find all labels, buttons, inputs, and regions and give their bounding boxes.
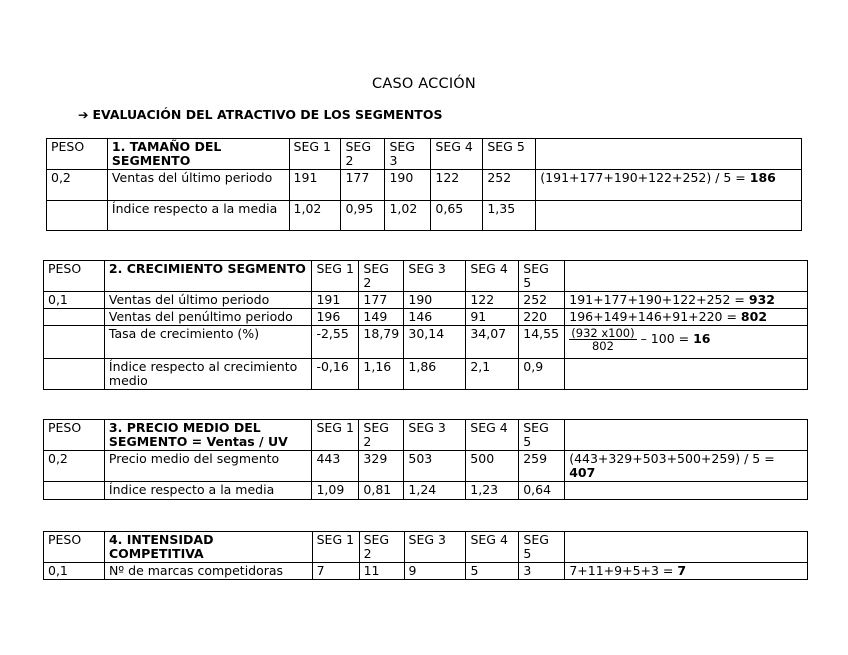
header-seg4: SEG 4 xyxy=(431,139,483,170)
note-formula: (191+177+190+122+252) / 5 = xyxy=(540,170,750,185)
header-seg3: SEG 3 xyxy=(404,420,466,451)
seg4-value: 5 xyxy=(466,563,519,580)
seg3-value: 9 xyxy=(404,563,466,580)
seg3-value: 190 xyxy=(404,292,466,309)
header-seg2: SEG 2 xyxy=(359,420,404,451)
peso-cell: 0,1 xyxy=(44,292,105,309)
row-label: Nº de marcas competidoras xyxy=(104,563,312,580)
seg4-value: 122 xyxy=(466,292,519,309)
note-formula: (443+329+503+500+259) / 5 = xyxy=(569,451,775,466)
table-row xyxy=(44,359,808,390)
calculation-note xyxy=(565,309,808,326)
seg5-value: 252 xyxy=(483,170,536,201)
header-seg1: SEG 1 xyxy=(312,420,359,451)
table-row xyxy=(44,309,808,326)
calculation-note xyxy=(565,563,808,580)
header-criterion: 2. CRECIMIENTO SEGMENTO xyxy=(104,261,312,292)
seg4-value: 500 xyxy=(466,451,519,482)
peso-cell xyxy=(47,201,108,231)
table-header-row xyxy=(44,532,808,563)
header-peso: PESO xyxy=(44,420,105,451)
peso-cell xyxy=(44,482,105,500)
calculation-note xyxy=(565,451,808,482)
seg4-value: 122 xyxy=(431,170,483,201)
note-result: 16 xyxy=(693,331,711,346)
row-label: Índice respecto al crecimiento medio xyxy=(104,359,312,390)
seg1-value: 191 xyxy=(289,170,341,201)
header-criterion: 1. TAMAÑO DEL SEGMENTO xyxy=(107,139,289,170)
table-row xyxy=(44,482,808,500)
seg1-value: 443 xyxy=(312,451,359,482)
note-result: 7 xyxy=(677,563,687,578)
note-result: 802 xyxy=(740,309,768,324)
seg3-value: 503 xyxy=(404,451,466,482)
note-result: 186 xyxy=(749,170,776,185)
table-header-row xyxy=(44,420,808,451)
seg2-value: 149 xyxy=(359,309,404,326)
header-note xyxy=(536,139,802,170)
growth-fraction xyxy=(569,327,636,352)
header-seg3: SEG 3 xyxy=(404,261,466,292)
header-seg4: SEG 4 xyxy=(466,532,519,563)
note-formula: 7+11+9+5+3 = xyxy=(569,563,678,578)
note-formula: 191+177+190+122+252 = xyxy=(569,292,749,307)
calculation-note xyxy=(565,326,808,359)
table-row xyxy=(47,170,802,201)
header-peso: PESO xyxy=(44,532,105,563)
header-seg2: SEG 2 xyxy=(341,139,385,170)
seg2-value: 177 xyxy=(341,170,385,201)
table-segment-growth xyxy=(43,260,808,390)
document-title: CASO ACCIÓN xyxy=(372,76,476,92)
header-criterion: 3. PRECIO MEDIO DEL SEGMENTO = Ventas / UV xyxy=(104,420,312,451)
seg2-value: 0,95 xyxy=(341,201,385,231)
seg1-value: 191 xyxy=(312,292,359,309)
seg1-value: 1,09 xyxy=(312,482,359,500)
header-note xyxy=(565,532,808,563)
header-note xyxy=(565,261,808,292)
table-row xyxy=(47,201,802,231)
seg2-value: 1,16 xyxy=(359,359,404,390)
calculation-note xyxy=(565,292,808,309)
table-row xyxy=(44,563,808,580)
seg5-value: 14,55 xyxy=(519,326,565,359)
note-result: 407 xyxy=(569,465,596,480)
seg5-value: 0,64 xyxy=(519,482,565,500)
seg4-value: 1,23 xyxy=(466,482,519,500)
seg3-value: 146 xyxy=(404,309,466,326)
seg5-value: 0,9 xyxy=(519,359,565,390)
peso-cell xyxy=(44,326,105,359)
table-competitive-intensity xyxy=(43,531,808,580)
peso-cell xyxy=(44,359,105,390)
seg1-value: 196 xyxy=(312,309,359,326)
note-formula: 196+149+146+91+220 = xyxy=(569,309,741,324)
table-average-price xyxy=(43,419,808,500)
calculation-note xyxy=(565,482,808,500)
seg5-value: 220 xyxy=(519,309,565,326)
seg3-value: 1,02 xyxy=(385,201,431,231)
header-peso: PESO xyxy=(44,261,105,292)
seg1-value: 7 xyxy=(312,563,359,580)
row-label: Ventas del último periodo xyxy=(107,170,289,201)
header-seg5: SEG 5 xyxy=(519,420,565,451)
row-label: Precio medio del segmento xyxy=(104,451,312,482)
row-label: Índice respecto a la media xyxy=(107,201,289,231)
header-seg5: SEG 5 xyxy=(519,532,565,563)
seg4-value: 34,07 xyxy=(466,326,519,359)
header-seg3: SEG 3 xyxy=(385,139,431,170)
header-criterion: 4. INTENSIDAD COMPETITIVA xyxy=(104,532,312,563)
seg3-value: 1,86 xyxy=(404,359,466,390)
seg3-value: 190 xyxy=(385,170,431,201)
calculation-note xyxy=(565,359,808,390)
seg3-value: 1,24 xyxy=(404,482,466,500)
table-row xyxy=(44,292,808,309)
peso-cell: 0,1 xyxy=(44,563,105,580)
seg1-value: 1,02 xyxy=(289,201,341,231)
calculation-note xyxy=(536,170,802,201)
calculation-note xyxy=(536,201,802,231)
seg1-value: -2,55 xyxy=(312,326,359,359)
seg2-value: 329 xyxy=(359,451,404,482)
header-seg3: SEG 3 xyxy=(404,532,466,563)
table-header-row xyxy=(47,139,802,170)
seg3-value: 30,14 xyxy=(404,326,466,359)
header-seg1: SEG 1 xyxy=(289,139,341,170)
seg4-value: 0,65 xyxy=(431,201,483,231)
peso-cell: 0,2 xyxy=(44,451,105,482)
table-row xyxy=(44,451,808,482)
header-seg2: SEG 2 xyxy=(359,532,404,563)
fraction-denominator: 802 xyxy=(591,339,614,353)
seg5-value: 3 xyxy=(519,563,565,580)
seg4-value: 91 xyxy=(466,309,519,326)
row-label: Índice respecto a la media xyxy=(104,482,312,500)
seg4-value: 2,1 xyxy=(466,359,519,390)
table-header-row xyxy=(44,261,808,292)
header-seg5: SEG 5 xyxy=(519,261,565,292)
header-seg2: SEG 2 xyxy=(359,261,404,292)
table-segment-size xyxy=(46,138,802,231)
peso-cell xyxy=(44,309,105,326)
seg1-value: -0,16 xyxy=(312,359,359,390)
row-label: Ventas del penúltimo periodo xyxy=(104,309,312,326)
seg5-value: 1,35 xyxy=(483,201,536,231)
header-seg5: SEG 5 xyxy=(483,139,536,170)
note-formula: – 100 = xyxy=(636,331,694,346)
header-seg1: SEG 1 xyxy=(312,532,359,563)
seg2-value: 18,79 xyxy=(359,326,404,359)
arrow-right-icon: ➔ xyxy=(78,107,89,122)
header-seg4: SEG 4 xyxy=(466,420,519,451)
table-row xyxy=(44,326,808,359)
header-seg4: SEG 4 xyxy=(466,261,519,292)
row-label: Tasa de crecimiento (%) xyxy=(104,326,312,359)
note-result: 932 xyxy=(748,292,775,307)
subtitle-text: EVALUACIÓN DEL ATRACTIVO DE LOS SEGMENTOS xyxy=(92,107,443,122)
seg2-value: 177 xyxy=(359,292,404,309)
header-seg1: SEG 1 xyxy=(312,261,359,292)
header-note xyxy=(565,420,808,451)
section-subtitle xyxy=(78,107,442,122)
fraction-numerator: (932 x100) xyxy=(571,326,635,340)
row-label: Ventas del último periodo xyxy=(104,292,312,309)
seg2-value: 11 xyxy=(359,563,404,580)
peso-cell: 0,2 xyxy=(47,170,108,201)
header-peso: PESO xyxy=(47,139,108,170)
seg5-value: 252 xyxy=(519,292,565,309)
seg5-value: 259 xyxy=(519,451,565,482)
seg2-value: 0,81 xyxy=(359,482,404,500)
